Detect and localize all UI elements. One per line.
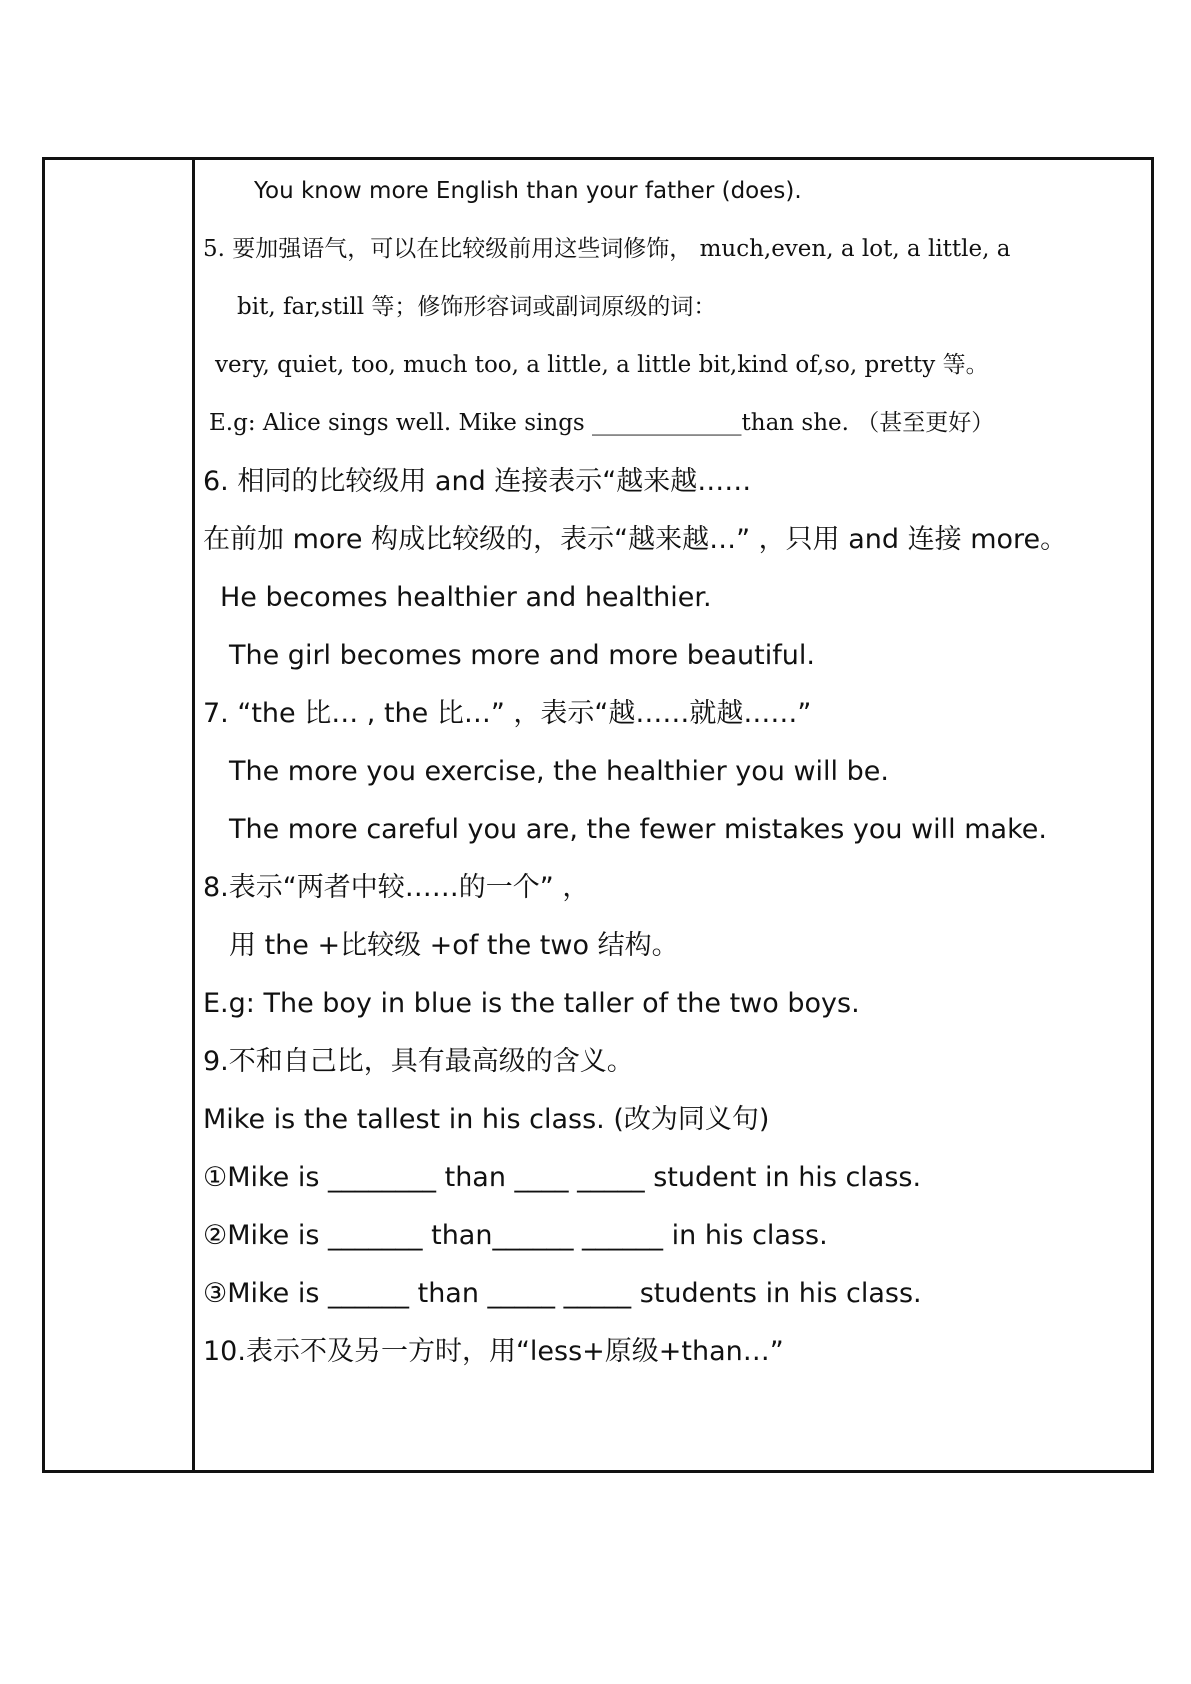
example-english-father: You know more English than your father (does). xyxy=(254,178,802,204)
rule-5-continuation: bit, far,still 等；修饰形容词或副词原级的词： xyxy=(237,294,717,320)
rule-8-heading: 8.表示“两者中较……的一个” ， xyxy=(203,872,590,903)
rule-10-heading: 10.表示不及另一方时，用“less+原级+than…” xyxy=(203,1336,784,1367)
rule-7-example-exercise: The more you exercise, the healthier you will be. xyxy=(229,756,889,787)
rule-6-example-healthier: He becomes healthier and healthier. xyxy=(220,582,712,613)
rule-5-intensifiers: 5. 要加强语气，可以在比较级前用这些词修饰， much,even, a lot, a little, a xyxy=(203,236,1011,262)
exercise-1: ①Mike is ________ than ____ _____ student in his class. xyxy=(203,1162,922,1193)
rule-9-heading: 9.不和自己比，具有最高级的含义。 xyxy=(203,1046,634,1077)
grammar-table xyxy=(42,157,1154,1473)
rule-7-heading: 7. “the 比… , the 比…” ，表示“越……就越……” xyxy=(203,698,812,729)
table-content-column xyxy=(195,160,1151,1470)
rule-6-more-usage: 在前加 more 构成比较级的，表示“越来越…” ，只用 and 连接 more。 xyxy=(203,524,1068,555)
rule-6-heading: 6. 相同的比较级用 and 连接表示“越来越…… xyxy=(203,466,752,497)
exercise-2: ②Mike is _______ than______ ______ in his class. xyxy=(203,1220,828,1251)
rule-8-structure: 用 the +比较级 +of the two 结构。 xyxy=(229,930,679,961)
rule-5-positive-modifiers: very, quiet, too, much too, a little, a little bit,kind of,so, pretty 等。 xyxy=(215,352,989,378)
rule-7-example-careful: The more careful you are, the fewer mistakes you will make. xyxy=(229,814,1047,845)
exercise-3: ③Mike is ______ than _____ _____ students in his class. xyxy=(203,1278,922,1309)
rule-8-example-boy: E.g: The boy in blue is the taller of the two boys. xyxy=(203,988,860,1019)
rule-9-prompt: Mike is the tallest in his class. (改为同义句) xyxy=(203,1104,770,1135)
rule-6-example-beautiful: The girl becomes more and more beautiful. xyxy=(229,640,815,671)
table-left-column xyxy=(45,160,195,1470)
rule-5-example-alice: E.g: Alice sings well. Mike sings _____________than she. （甚至更好） xyxy=(209,410,995,436)
